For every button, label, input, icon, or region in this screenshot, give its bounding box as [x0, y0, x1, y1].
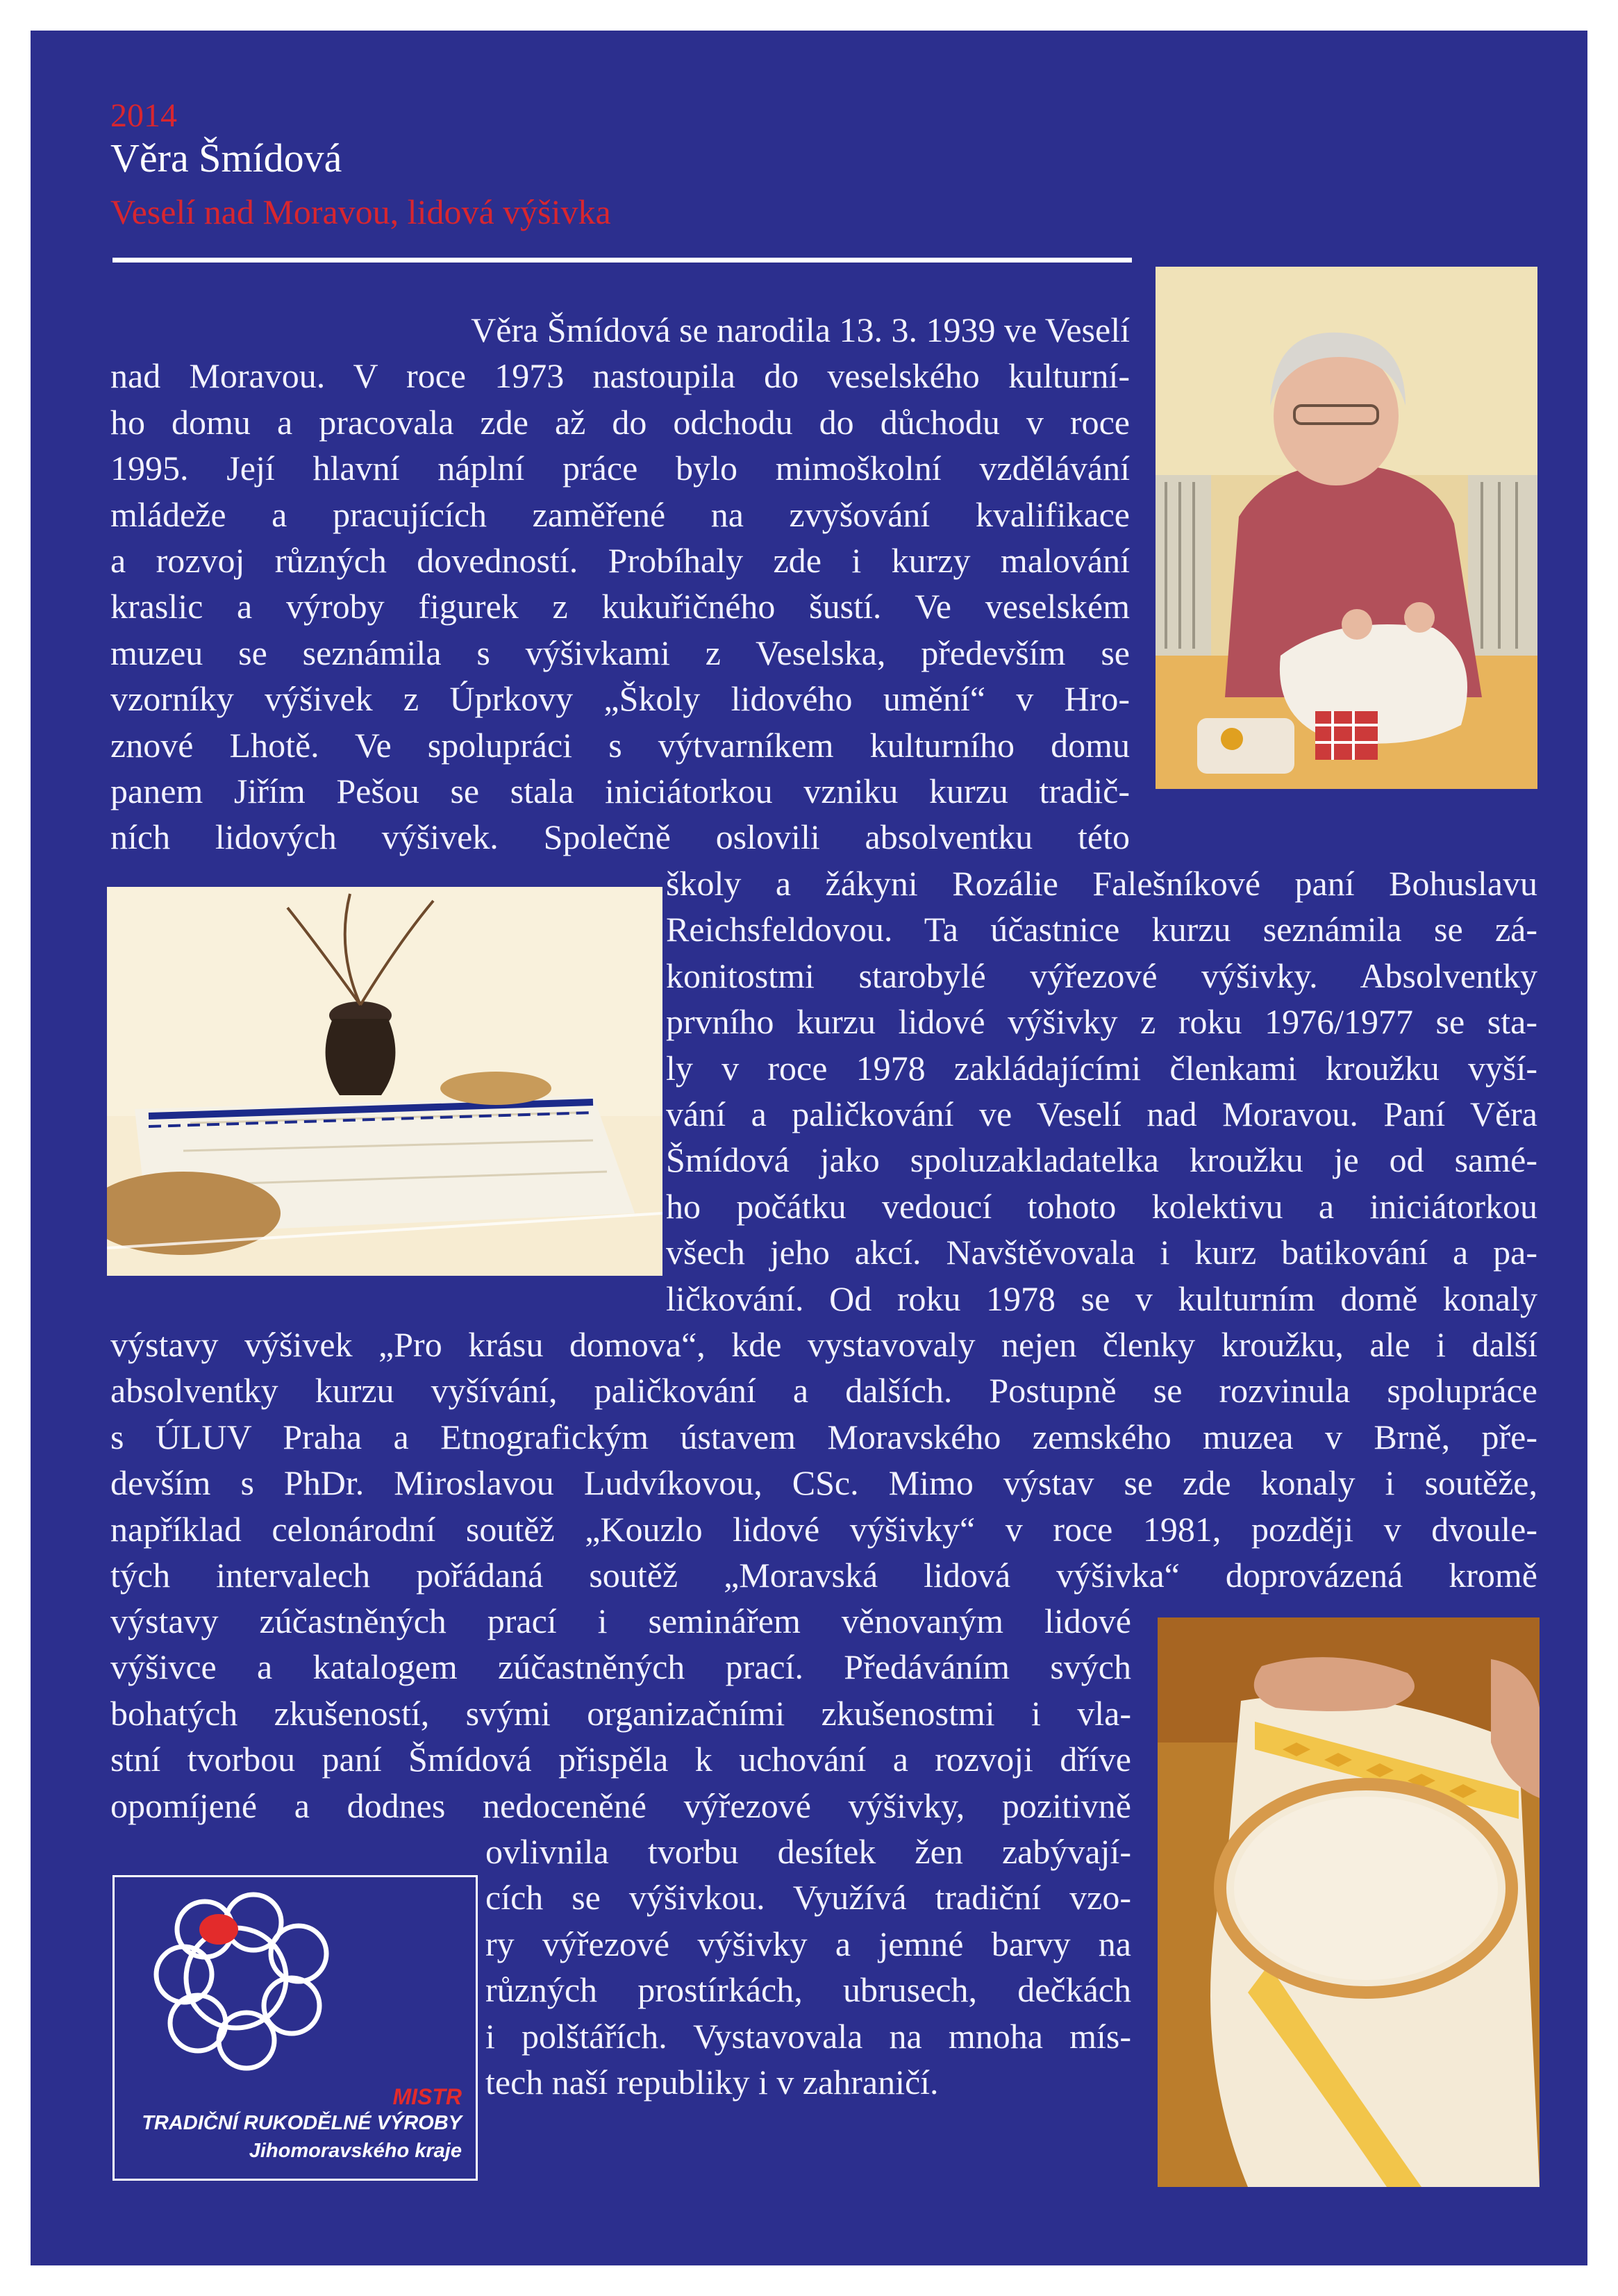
photo-embroidery-hoop: [1158, 1617, 1540, 2187]
text-line: výšivce a katalogem zúčastněných prací. Předáváním svých: [110, 1647, 1131, 1687]
text-line: znové Lhotě. Ve spolupráci s výtvarníkem kulturního domu: [110, 725, 1130, 765]
text-line: různých prostírkách, ubrusech, dečkách: [485, 1970, 1131, 2010]
text-line: Reichsfeldovou. Ta účastnice kurzu seznámila se zá-: [666, 910, 1537, 949]
text-line: ličkování. Od roku 1978 se v kulturním domě konaly: [666, 1279, 1537, 1318]
text-line: ho počátku vedoucí tohoto kolektivu a iniciátorkou: [666, 1186, 1537, 1226]
article-text-col-left: [110, 1598, 1131, 1829]
text-line: absolventky kurzu vyšívání, paličkování a dalších. Postupně se rozvinula spolupráce: [110, 1371, 1537, 1411]
text-line: tech naší republiky i v zahraničí.: [485, 2063, 939, 2102]
logo-subtitle: TRADIČNÍ RUKODĚLNÉ VÝROBY: [142, 2112, 462, 2134]
master-craft-logo: [112, 1875, 478, 2181]
text-line: i polštářích. Vystavovala na mnoha mís-: [485, 2016, 1131, 2056]
text-line: ly v roce 1978 zakládajícími členkami kroužku vyší-: [666, 1048, 1537, 1088]
text-line: ho domu a pracovala zde až do odchodu do důchodu v roce: [110, 402, 1130, 442]
text-line: 1995. Její hlavní náplní práce bylo mimoškolní vzdělávání: [110, 449, 1130, 488]
text-line: Věra Šmídová se narodila 13. 3. 1939 ve Veselí: [471, 310, 1130, 349]
text-line: vzorníky výšivek z Úprkovy „Školy lidového umění“ v Hro-: [110, 679, 1130, 719]
text-line: a rozvoj různých dovedností. Probíhaly zde i kurzy malování: [110, 541, 1130, 581]
photo-woman-embroidering: [1156, 267, 1537, 789]
text-line: panem Jiřím Pešou se stala iniciátorkou vzniku kurzu tradič-: [110, 772, 1130, 811]
article-text-col-middle: [485, 1829, 1131, 2105]
header-divider: [112, 258, 1132, 263]
text-line: bohatých zkušeností, svými organizačními zkušenostmi i vla-: [110, 1693, 1131, 1733]
text-line: nad Moravou. V roce 1973 nastoupila do veselského kulturní-: [110, 356, 1130, 396]
text-line: muzeu se seznámila s výšivkami z Veselska, především se: [110, 633, 1130, 672]
article-year: 2014: [110, 97, 177, 134]
text-line: školy a žákyni Rozálie Falešníkové paní Bohuslavu: [666, 864, 1537, 903]
page-panel: [31, 31, 1587, 2265]
article-title-name: Věra Šmídová: [110, 135, 342, 181]
text-line: ry výřezové výšivky a jemné barvy na: [485, 1924, 1131, 1963]
text-line: ovlivnila tvorbu desítek žen zabývají-: [485, 1832, 1131, 1871]
text-line: mládeže a pracujících zaměřené na zvyšování kvalifikace: [110, 494, 1130, 534]
text-line: stní tvorbou paní Šmídová přispěla k uchování a rozvoji dříve: [110, 1740, 1131, 1779]
text-line: kraslic a výroby figurek z kukuřičného šustí. Ve veselském: [110, 587, 1130, 626]
text-line: všech jeho akcí. Navštěvovala i kurz batikování a pa-: [666, 1233, 1537, 1272]
logo-title: MISTR: [392, 2084, 462, 2109]
article-text-col-right: [666, 860, 1537, 1322]
text-line: například celonárodní soutěž „Kouzlo lidové výšivky“ v roce 1981, později v dvoule-: [110, 1509, 1537, 1549]
text-line: vání a paličkování ve Veselí nad Moravou. Paní Věra: [666, 1095, 1537, 1134]
logo-region: Jihomoravského kraje: [249, 2140, 462, 2162]
text-line: devším s PhDr. Miroslavou Ludvíkovou, CSc. Mimo výstav se zde konaly i soutěže,: [110, 1463, 1537, 1503]
text-line: ních lidových výšivek. Společně oslovili absolventku této: [110, 817, 1130, 857]
flower-emblem-icon: [115, 1877, 476, 2086]
text-line: s ÚLUV Praha a Etnografickým ústavem Moravského zemského muzea v Brně, pře-: [110, 1417, 1537, 1456]
text-line: opomíjené a dodnes nedoceněné výřezové výšivky, pozitivně: [110, 1786, 1131, 1825]
text-line: tých intervalech pořádaná soutěž „Moravská lidová výšivka“ doprovázená kromě: [110, 1556, 1537, 1595]
text-line: výstavy zúčastněných prací i seminářem věnovaným lidové: [110, 1602, 1131, 1640]
text-line: výstavy výšivek „Pro krásu domova“, kde vystavovaly nejen členky kroužku, ale i další: [110, 1325, 1537, 1364]
photo-display-case: [107, 887, 662, 1276]
text-line: Šmídová jako spoluzakladatelka kroužku je od samé-: [666, 1140, 1537, 1180]
article-subtitle: Veselí nad Moravou, lidová výšivka: [110, 192, 611, 231]
text-line: konitostmi starobylé výřezové výšivky. Absolventky: [666, 956, 1537, 995]
text-line: prvního kurzu lidové výšivky z roku 1976/1977 se sta-: [666, 1002, 1537, 1042]
text-line: cích se výšivkou. Využívá tradiční vzo-: [485, 1878, 1131, 1918]
article-text-col-top: [110, 307, 1130, 860]
article-text-full-width: [110, 1322, 1537, 1598]
